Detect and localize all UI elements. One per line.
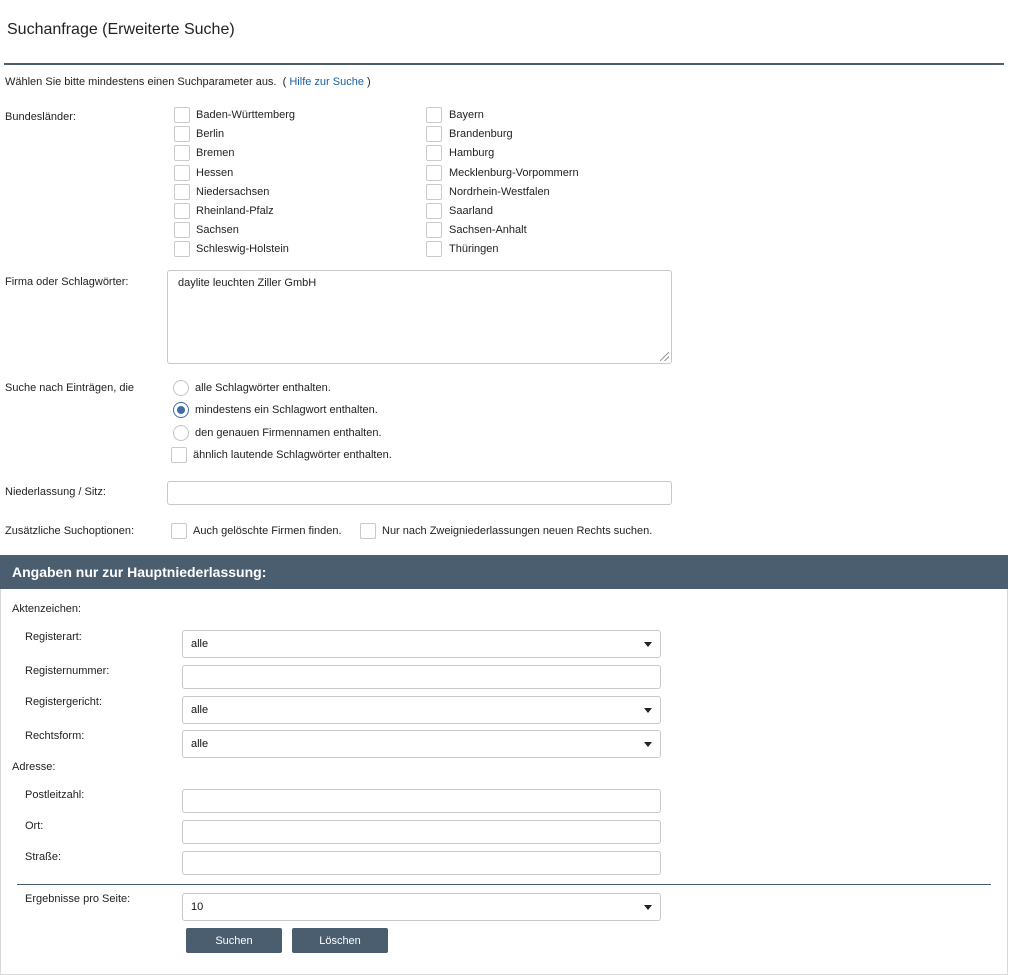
- state-checkbox-bremen[interactable]: [174, 145, 190, 161]
- street-label: Straße:: [25, 851, 62, 863]
- keywords-textarea[interactable]: [167, 270, 672, 364]
- legal-form-value: alle: [191, 738, 209, 750]
- state-checkbox-baden-wuerttemberg[interactable]: [174, 107, 190, 123]
- court-value: alle: [191, 704, 209, 716]
- intro-text: [5, 76, 371, 88]
- state-checkbox-niedersachsen[interactable]: [174, 184, 190, 200]
- legal-form-select[interactable]: [182, 730, 661, 758]
- state-label: Bremen: [196, 147, 235, 159]
- per-page-label: Ergebnisse pro Seite:: [25, 893, 131, 905]
- state-label: Baden-Württemberg: [196, 109, 296, 121]
- state-label: Berlin: [196, 128, 225, 140]
- branches-only-label: Nur nach Zweigniederlassungen neuen Rechts suchen.: [382, 525, 653, 537]
- radio-exact-name[interactable]: [173, 425, 189, 441]
- keywords-label: Firma oder Schlagwörter:: [5, 276, 129, 288]
- per-page-value: 10: [191, 901, 204, 913]
- case-section-label: Aktenzeichen:: [12, 603, 82, 615]
- state-checkbox-schleswig-holstein[interactable]: [174, 241, 190, 257]
- help-open-paren: (: [282, 76, 287, 88]
- state-label: Saarland: [449, 205, 494, 217]
- radio-label: alle Schlagwörter enthalten.: [195, 382, 331, 394]
- register-number-label: Registernummer:: [25, 665, 110, 677]
- title-divider: [4, 63, 1004, 65]
- deleted-firms-label: Auch gelöschte Firmen finden.: [193, 525, 342, 537]
- address-section-label: Adresse:: [12, 761, 56, 773]
- state-label: Nordrhein-Westfalen: [449, 186, 550, 198]
- state-checkbox-thueringen[interactable]: [426, 241, 442, 257]
- state-label: Hamburg: [449, 147, 495, 159]
- postcode-input[interactable]: [182, 789, 661, 813]
- state-label: Bayern: [449, 109, 484, 121]
- state-checkbox-hamburg[interactable]: [426, 145, 442, 161]
- similar-keywords-label: ähnlich lautende Schlagwörter enthalten.: [193, 449, 392, 461]
- radio-all-keywords[interactable]: [173, 380, 189, 396]
- state-checkbox-hessen[interactable]: [174, 165, 190, 181]
- deleted-firms-checkbox[interactable]: [171, 523, 187, 539]
- court-select[interactable]: [182, 696, 661, 724]
- panel-divider: [17, 884, 991, 885]
- panel-title: Angaben nur zur Hauptniederlassung:: [0, 555, 1008, 589]
- state-checkbox-nordrhein-westfalen[interactable]: [426, 184, 442, 200]
- branch-label: Niederlassung / Sitz:: [5, 486, 106, 498]
- state-label: Mecklenburg-Vorpommern: [449, 167, 579, 179]
- state-checkbox-berlin[interactable]: [174, 126, 190, 142]
- state-label: Sachsen-Anhalt: [449, 224, 527, 236]
- state-label: Thüringen: [449, 243, 499, 255]
- page-title: Suchanfrage (Erweiterte Suche): [7, 21, 235, 38]
- help-close-paren: ): [367, 76, 371, 88]
- chevron-down-icon: [644, 708, 652, 713]
- city-input[interactable]: [182, 820, 661, 844]
- state-checkbox-bayern[interactable]: [426, 107, 442, 123]
- radio-label: mindestens ein Schlagwort enthalten.: [195, 404, 378, 416]
- register-type-select[interactable]: [182, 630, 661, 658]
- state-checkbox-brandenburg[interactable]: [426, 126, 442, 142]
- state-checkbox-saarland[interactable]: [426, 203, 442, 219]
- legal-form-label: Rechtsform:: [25, 730, 85, 742]
- state-label: Brandenburg: [449, 128, 513, 140]
- intro-instruction: Wählen Sie bitte mindestens einen Suchparameter aus.: [5, 76, 277, 88]
- help-link[interactable]: Hilfe zur Suche: [289, 76, 364, 88]
- search-button[interactable]: Suchen: [186, 928, 282, 953]
- branch-input[interactable]: [167, 481, 672, 505]
- register-type-label: Registerart:: [25, 631, 82, 643]
- chevron-down-icon: [644, 742, 652, 747]
- state-checkbox-sachsen[interactable]: [174, 222, 190, 238]
- branches-only-checkbox[interactable]: [360, 523, 376, 539]
- street-input[interactable]: [182, 851, 661, 875]
- register-number-input[interactable]: [182, 665, 661, 689]
- states-label: Bundesländer:: [5, 111, 76, 123]
- state-label: Sachsen: [196, 224, 239, 236]
- extra-options-label: Zusätzliche Suchoptionen:: [5, 525, 135, 537]
- state-label: Hessen: [196, 167, 234, 179]
- radio-any-keyword[interactable]: [173, 402, 189, 418]
- state-label: Niedersachsen: [196, 186, 270, 198]
- state-checkbox-rheinland-pfalz[interactable]: [174, 203, 190, 219]
- per-page-select[interactable]: [182, 893, 661, 921]
- clear-button[interactable]: Löschen: [292, 928, 388, 953]
- city-label: Ort:: [25, 820, 44, 832]
- state-label: Schleswig-Holstein: [196, 243, 289, 255]
- resize-handle-icon[interactable]: [660, 352, 669, 361]
- search-mode-label: Suche nach Einträgen, die: [5, 382, 135, 394]
- state-checkbox-sachsen-anhalt[interactable]: [426, 222, 442, 238]
- register-type-value: alle: [191, 638, 209, 650]
- state-checkbox-mecklenburg-vorpommern[interactable]: [426, 165, 442, 181]
- court-label: Registergericht:: [25, 696, 103, 708]
- radio-label: den genauen Firmennamen enthalten.: [195, 427, 382, 439]
- similar-keywords-checkbox[interactable]: [171, 447, 187, 463]
- chevron-down-icon: [644, 642, 652, 647]
- state-label: Rheinland-Pfalz: [196, 205, 274, 217]
- keywords-value: daylite leuchten Ziller GmbH: [178, 277, 317, 289]
- postcode-label: Postleitzahl:: [25, 789, 85, 801]
- chevron-down-icon: [644, 905, 652, 910]
